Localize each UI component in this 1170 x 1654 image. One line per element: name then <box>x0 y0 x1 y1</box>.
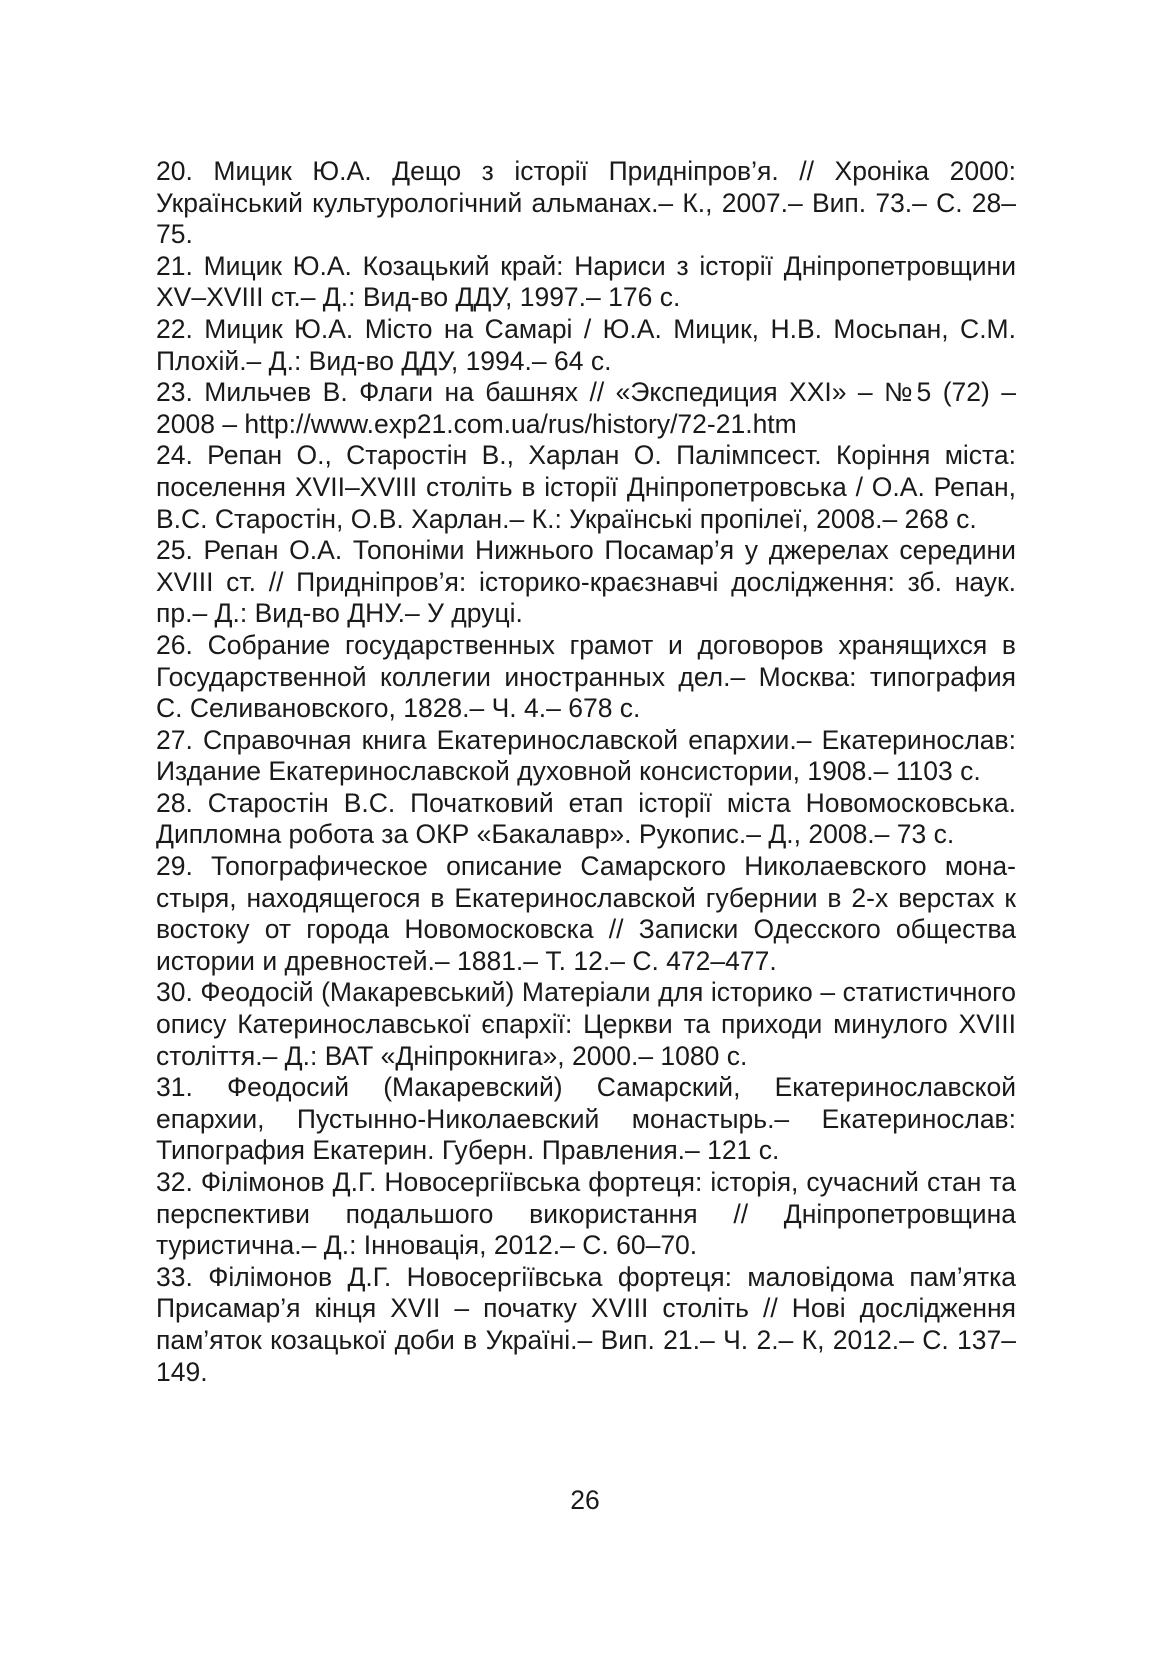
reference-item: 26. Собрание государственных грамот и договоров хранящихся в Государственной коллегии иностранных дел.– Москва: типография С. Селивановского, 1828.– Ч. 4.– 678 с. <box>156 629 1016 724</box>
reference-item: 20. Мицик Ю.А. Дещо з історії Придніпров’я. // Хроніка 2000: Український культурологічний альманах.– К., 2007.– Вип. 73.– С. 28–75. <box>156 156 1016 250</box>
reference-item: 30. Феодосій (Макаревський) Матеріали для історико – статистичного опису Катеринославської єпархії: Церкви та приходи минулого XVIII століття.– Д.: ВАТ «Дніпрокнига», 2000.– 1080 с. <box>156 977 1016 1071</box>
reference-item: 33. Філімонов Д.Г. Новосергіївська фортеця: маловідома пам’ятка Присамар’я кінця XVII – початку XVIII століть // Нові дослідження пам’яток козацької доби в Україні.– Вип. 21.– Ч. 2.– К, 2012.– С. 137–149. <box>156 1261 1016 1387</box>
reference-list <box>156 156 1016 1388</box>
reference-item: 27. Справочная книга Екатеринославской епархии.– Екатеринослав: Издание Екатеринославской духовной консистории, 1908.– 1103 с. <box>156 724 1016 787</box>
reference-item: 32. Філімонов Д.Г. Новосергіївська фортеця: історія, сучасний стан та перспективи подальшого використання // Дніпропетровщина туристична.– Д.: Інновація, 2012.– С. 60–70. <box>156 1167 1016 1261</box>
reference-item: 21. Мицик Ю.А. Козацький край: Нариси з історії Дніпропетровщини XV–XVIII ст.– Д.: Вид-во ДДУ, 1997.– 176 с. <box>156 250 1016 313</box>
reference-item: 28. Старостін В.С. Початковий етап історії міста Новомосковська. Дипломна робота за ОКР «Бакалавр». Рукопис.– Д., 2008.– 73 с. <box>156 787 1016 850</box>
reference-item: 24. Репан О., Старостін В., Харлан О. Палімпсест. Коріння міста: поселення XVII–XVIII століть в історії Дніпропетровська / О.А. Репан, В.С. Старостін, О.В. Харлан.– К.: Українські пропілеї, 2008.– 268 с. <box>156 440 1016 534</box>
reference-item: 22. Мицик Ю.А. Місто на Самарі / Ю.А. Мицик, Н.В. Мосьпан, С.М. Плохій.– Д.: Вид-во ДДУ, 1994.– 64 с. <box>156 313 1016 376</box>
reference-item: 29. Топографическое описание Самарского Николаевского монастыря, находящегося в Екатеринославской губернии в 2-х верстах к востоку от города Новомосковска // Записки Одесского общества истории и древностей.– 1881.– Т. 12.– С. 472–477. <box>156 851 1016 976</box>
reference-item: 25. Репан О.А. Топоніми Нижнього Посамар’я у джерелах середини XVIII ст. // Придніпров’я: історико-краєзнавчі дослідження: зб. наук. пр.– Д.: Вид-во ДНУ.– У друці. <box>156 535 1016 629</box>
reference-item: 31. Феодосий (Макаревский) Самарский, Екатеринославской епархии, Пустынно-Николаевский монастырь.– Екатеринослав: Типография Екатерин. Губерн. Правления.– 121 с. <box>156 1072 1016 1166</box>
page-number: 26 <box>570 1485 600 1515</box>
reference-item: 23. Мильчев В. Флаги на башнях // «Экспедиция XXI» – №5 (72) – 2008 – http://www.exp21.com.ua/rus/history/72-21.htm <box>156 377 1016 439</box>
